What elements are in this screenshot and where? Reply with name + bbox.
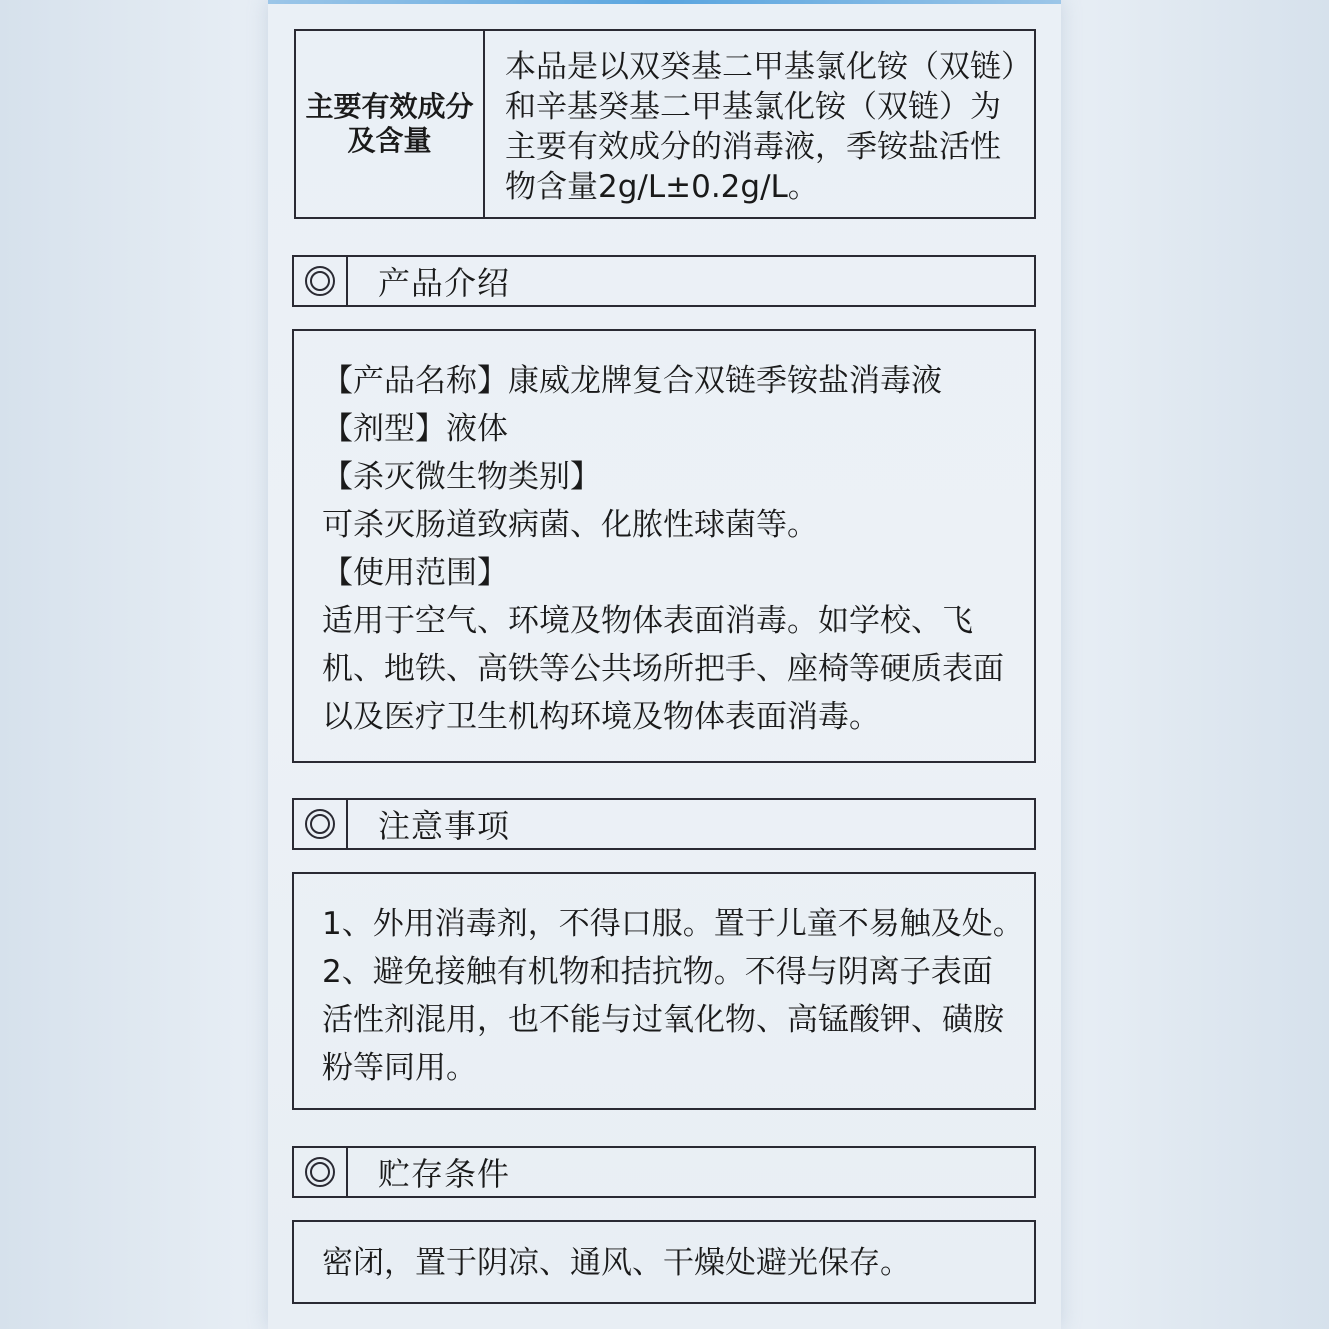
text-line: 适用于空气、环境及物体表面消毒。如学校、飞	[322, 603, 973, 639]
text-line: 可杀灭肠道致病菌、化脓性球菌等。	[322, 507, 818, 543]
text-line: 【使用范围】	[322, 555, 508, 591]
text-line: 【产品名称】康威龙牌复合双链季铵盐消毒液	[322, 363, 942, 399]
text-line: 密闭，置于阴凉、通风、干燥处避光保存。	[322, 1245, 911, 1281]
section-title: 贮存条件	[378, 1155, 511, 1193]
text-line: 2、避免接触有机物和拮抗物。不得与阴离子表面	[322, 954, 993, 990]
ingredients-label: 主要有效成分及含量	[296, 31, 485, 217]
section-title: 注意事项	[378, 807, 511, 845]
section-header-precautions	[292, 798, 1036, 850]
text-line: 【剂型】液体	[322, 411, 508, 447]
section-title: 产品介绍	[378, 264, 511, 302]
section-body-product-intro	[292, 329, 1036, 763]
ingredients-text: 本品是以双癸基二甲基氯化铵（双链）和辛基癸基二甲基氯化铵（双链）为主要有效成分的消毒液，季铵盐活性物含量2g/L±0.2g/L。	[505, 49, 1017, 205]
text-line: 粉等同用。	[322, 1050, 477, 1086]
text-line: 活性剂混用，也不能与过氧化物、高锰酸钾、磺胺	[322, 1002, 1004, 1038]
text-line: 1、外用消毒剂，不得口服。置于儿童不易触及处。	[322, 906, 1024, 942]
top-accent-bar	[268, 0, 1061, 4]
section-body-storage	[292, 1220, 1036, 1304]
double-circle-icon	[294, 800, 348, 848]
text-line: 【杀灭微生物类别】	[322, 459, 601, 495]
text-line: 机、地铁、高铁等公共场所把手、座椅等硬质表面	[322, 651, 1004, 687]
section-header-storage	[292, 1146, 1036, 1198]
section-header-product-intro	[292, 255, 1036, 307]
double-circle-icon	[294, 257, 348, 305]
section-body-precautions	[292, 872, 1036, 1110]
text-line: 以及医疗卫生机构环境及物体表面消毒。	[322, 699, 880, 735]
ingredients-table	[294, 29, 1036, 219]
double-circle-icon	[294, 1148, 348, 1196]
